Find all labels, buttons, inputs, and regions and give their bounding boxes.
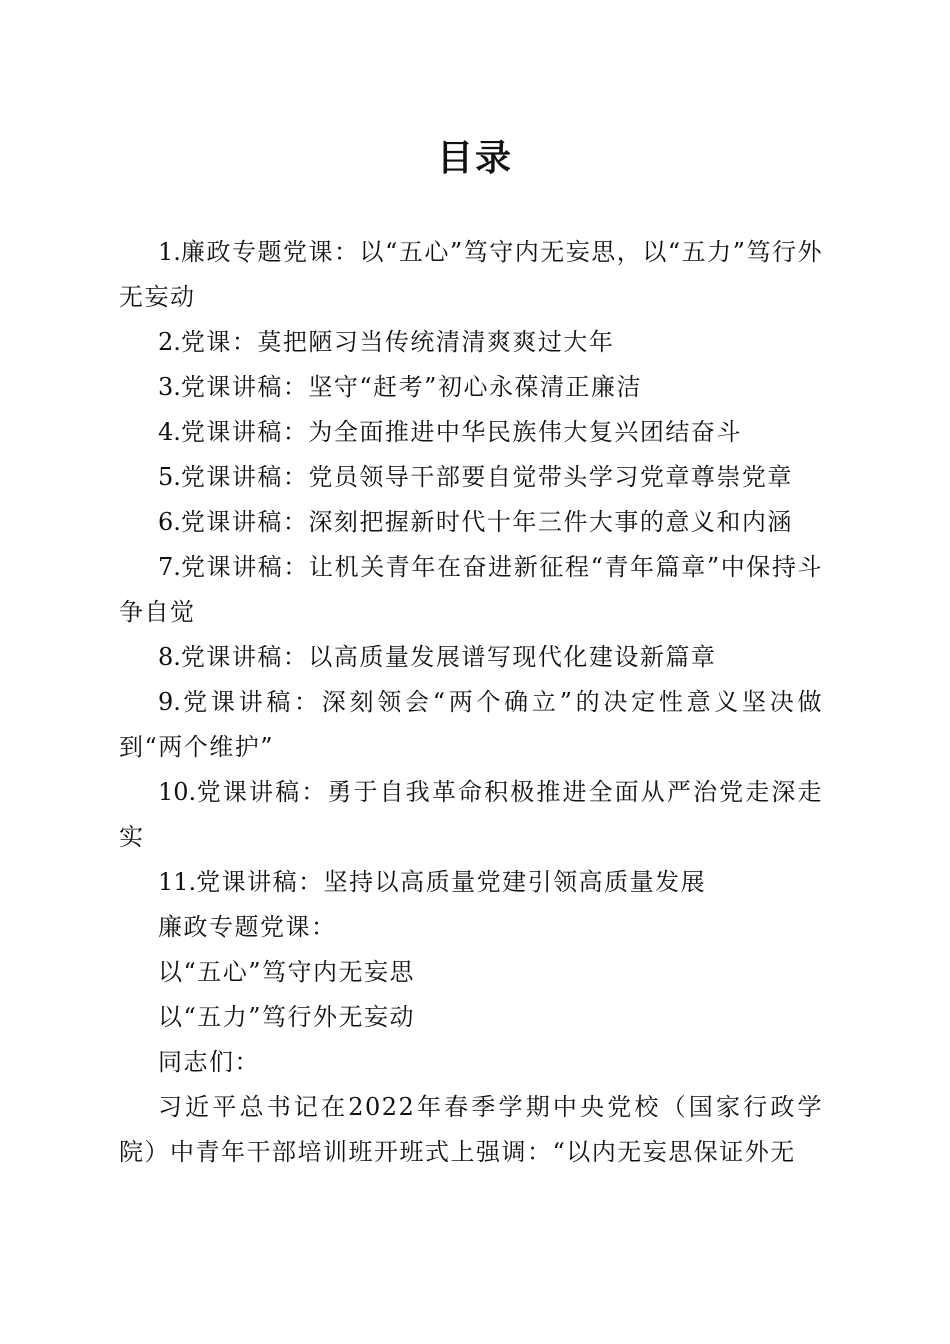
- toc-item-1: 1.廉政专题党课：以“五心”笃守内无妄思，以“五力”笃行外无妄动: [119, 238, 823, 311]
- page-title: 目录: [436, 138, 513, 179]
- article-heading-line-1: 廉政专题党课：: [158, 913, 337, 941]
- toc-item-6: 6.党课讲稿：深刻把握新时代十年三件大事的意义和内涵: [158, 508, 793, 536]
- toc-item-11: 11.党课讲稿：坚持以高质量党建引领高质量发展: [158, 868, 707, 896]
- article-salutation: 同志们：: [158, 1048, 260, 1076]
- article-paragraph: 习近平总书记在2022年春季学期中央党校（国家行政学院）中青年干部培训班开班式上强调：“以内无妄思保证外无: [119, 1093, 823, 1166]
- table-of-contents: [119, 230, 823, 905]
- toc-item-9: 9.党课讲稿：深刻领会“两个确立”的决定性意义坚决做到“两个维护”: [119, 688, 823, 761]
- document-body: [119, 230, 823, 1175]
- article-heading-line-3: 以“五力”笃行外无妄动: [158, 1003, 416, 1031]
- toc-item-2: 2.党课：莫把陋习当传统清清爽爽过大年: [158, 328, 615, 356]
- toc-item-7: 7.党课讲稿：让机关青年在奋进新征程“青年篇章”中保持斗争自觉: [119, 553, 823, 626]
- toc-item-3: 3.党课讲稿：坚守“赶考”初心永葆清正廉洁: [158, 373, 642, 401]
- toc-item-5: 5.党课讲稿：党员领导干部要自觉带头学习党章尊崇党章: [158, 463, 793, 491]
- toc-item-10: 10.党课讲稿：勇于自我革命积极推进全面从严治党走深走实: [119, 778, 823, 851]
- article-heading-line-2: 以“五心”笃守内无妄思: [158, 958, 416, 986]
- toc-item-8: 8.党课讲稿：以高质量发展谱写现代化建设新篇章: [158, 643, 717, 671]
- article: [119, 905, 823, 1175]
- toc-item-4: 4.党课讲稿：为全面推进中华民族伟大复兴团结奋斗: [158, 418, 742, 446]
